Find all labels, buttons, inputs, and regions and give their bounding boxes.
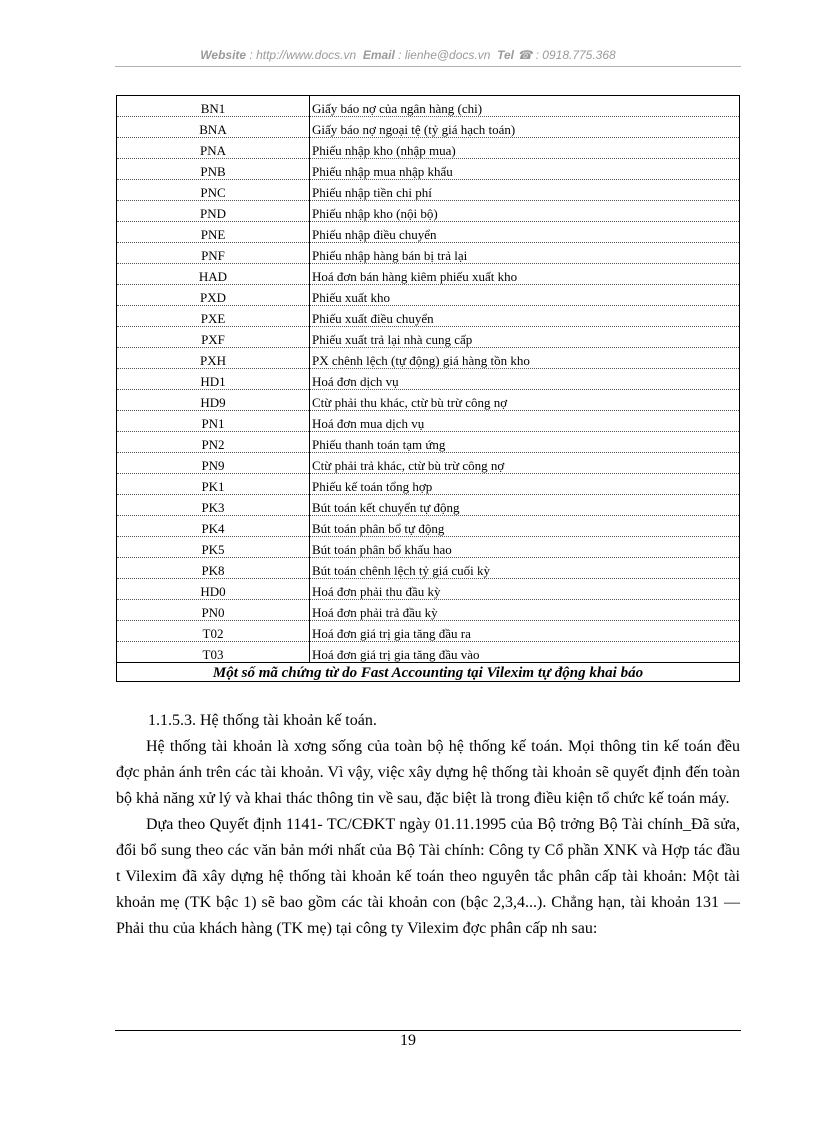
table-row: [117, 390, 740, 411]
table-row: [117, 180, 740, 201]
voucher-description: Hoá đơn giá trị gia tăng đầu ra: [310, 621, 740, 642]
voucher-code: PK4: [117, 516, 310, 537]
table-row: [117, 348, 740, 369]
voucher-code: PK5: [117, 537, 310, 558]
voucher-code: PNE: [117, 222, 310, 243]
voucher-description: Hoá đơn bán hàng kiêm phiếu xuất kho: [310, 264, 740, 285]
voucher-description: Phiếu xuất kho: [310, 285, 740, 306]
voucher-code: T02: [117, 621, 310, 642]
table-row: [117, 474, 740, 495]
table-row: [117, 327, 740, 348]
voucher-description: Phiếu nhập kho (nội bộ): [310, 201, 740, 222]
website-label: Website: [200, 48, 247, 62]
voucher-code: BN1: [117, 96, 310, 117]
voucher-code: PNA: [117, 138, 310, 159]
table-row: [117, 285, 740, 306]
table-caption-row: [117, 663, 740, 682]
voucher-code: BNA: [117, 117, 310, 138]
table-row: [117, 264, 740, 285]
voucher-description: Phiếu xuất điều chuyển: [310, 306, 740, 327]
header-divider: [115, 66, 741, 67]
voucher-code: PN1: [117, 411, 310, 432]
voucher-code: PXE: [117, 306, 310, 327]
table-row: [117, 432, 740, 453]
voucher-description: Hoá đơn dịch vụ: [310, 369, 740, 390]
voucher-description: Hoá đơn phải trả đầu kỳ: [310, 600, 740, 621]
table-row: [117, 579, 740, 600]
paragraph-2: Dựa theo Quyết định 1141- TC/CĐKT ngày 01.11.1995 của Bộ trởng Bộ Tài chính_Đã sửa, đổi bổ sung theo các văn bản mới nhất của Bộ Tài chính: Công ty Cổ phần XNK và Hợp tác đầu t Vilexim đã xây dựng hệ thống tài khoản kế toán theo nguyên tắc phân cấp tài khoản: Một tài khoản mẹ (TK bậc 1) sẽ bao gồm các tài khoản con (bậc 2,3,4...). Chẳng hạn, tài khoản 131 — Phải thu của khách hàng (TK mẹ) tại công ty Vilexim đợc phân cấp nh sau:: [116, 816, 740, 937]
paragraph-1: Hệ thống tài khoản là xơng sống của toàn bộ hệ thống kế toán. Mọi thông tin kế toán đều đợc phản ánh trên các tài khoản. Vì vậy, việc xây dựng hệ thống tài khoản sẽ quyết định đến toàn bộ khả năng xử lý và khai thác thông tin về sau, đặc biệt là trong điều kiện tổ chức kế toán máy.: [116, 738, 740, 807]
voucher-code: PXD: [117, 285, 310, 306]
voucher-code: PNC: [117, 180, 310, 201]
voucher-description: Phiếu nhập kho (nhập mua): [310, 138, 740, 159]
page-number: 19: [400, 1032, 416, 1049]
voucher-code: PXF: [117, 327, 310, 348]
voucher-code: PK1: [117, 474, 310, 495]
table-row: [117, 495, 740, 516]
voucher-code: PNF: [117, 243, 310, 264]
table-row: [117, 159, 740, 180]
voucher-description: Bút toán chênh lệch tỷ giá cuối kỳ: [310, 558, 740, 579]
voucher-description: Hoá đơn mua dịch vụ: [310, 411, 740, 432]
voucher-description: Ctừ phải trả khác, ctừ bù trừ công nợ: [310, 453, 740, 474]
tel-value: : 0918.775.368: [535, 48, 616, 62]
body-text: [116, 708, 740, 942]
table-row: [117, 516, 740, 537]
table-row: [117, 138, 740, 159]
table-row: [117, 558, 740, 579]
voucher-description: Bút toán phân bổ tự động: [310, 516, 740, 537]
table-row: [117, 243, 740, 264]
phone-icon: ☎: [517, 48, 533, 62]
table-row: [117, 453, 740, 474]
table-row: [117, 411, 740, 432]
voucher-description: Phiếu xuất trả lại nhà cung cấp: [310, 327, 740, 348]
voucher-description: Phiếu nhập mua nhập khẩu: [310, 159, 740, 180]
table-row: [117, 537, 740, 558]
voucher-codes-table: [116, 95, 740, 682]
voucher-description: Bút toán kết chuyển tự động: [310, 495, 740, 516]
voucher-code: HAD: [117, 264, 310, 285]
voucher-code: PN2: [117, 432, 310, 453]
voucher-description: Hoá đơn phải thu đầu kỳ: [310, 579, 740, 600]
voucher-description: Giấy báo nợ của ngân hàng (chi): [310, 96, 740, 117]
voucher-description: Hoá đơn giá trị gia tăng đầu vào: [310, 642, 740, 663]
voucher-code: PK8: [117, 558, 310, 579]
section-heading: 1.1.5.3. Hệ thống tài khoản kế toán.: [148, 712, 377, 729]
table-caption: Một số mã chứng từ do Fast Accounting tại Vilexim tự động khai báo: [117, 663, 740, 682]
table-row: [117, 306, 740, 327]
page-header: [0, 48, 816, 62]
website-value: : http://www.docs.vn: [249, 48, 357, 62]
table-row: [117, 117, 740, 138]
voucher-code: PN0: [117, 600, 310, 621]
voucher-code: PNB: [117, 159, 310, 180]
voucher-code: PND: [117, 201, 310, 222]
voucher-description: Phiếu nhập tiền chi phí: [310, 180, 740, 201]
table-row: [117, 642, 740, 663]
tel-label: Tel: [497, 48, 514, 62]
voucher-code: HD9: [117, 390, 310, 411]
voucher-description: Phiếu thanh toán tạm ứng: [310, 432, 740, 453]
voucher-code: HD0: [117, 579, 310, 600]
voucher-codes-body: [117, 96, 740, 663]
voucher-description: Bút toán phân bổ khấu hao: [310, 537, 740, 558]
table-row: [117, 222, 740, 243]
voucher-code: PXH: [117, 348, 310, 369]
voucher-code: HD1: [117, 369, 310, 390]
voucher-description: Ctừ phải thu khác, ctừ bù trừ công nợ: [310, 390, 740, 411]
voucher-code: PN9: [117, 453, 310, 474]
table-row: [117, 96, 740, 117]
table-row: [117, 600, 740, 621]
voucher-description: Phiếu kế toán tổng hợp: [310, 474, 740, 495]
table-row: [117, 369, 740, 390]
voucher-code: PK3: [117, 495, 310, 516]
voucher-code: T03: [117, 642, 310, 663]
email-label: Email: [362, 48, 395, 62]
voucher-description: PX chênh lệch (tự động) giá hàng tồn kho: [310, 348, 740, 369]
footer-divider: [115, 1030, 741, 1031]
email-value: : lienhe@docs.vn: [398, 48, 491, 62]
voucher-description: Giấy báo nợ ngoại tệ (tỷ giá hạch toán): [310, 117, 740, 138]
voucher-description: Phiếu nhập hàng bán bị trả lại: [310, 243, 740, 264]
table-row: [117, 621, 740, 642]
voucher-description: Phiếu nhập điều chuyển: [310, 222, 740, 243]
table-row: [117, 201, 740, 222]
